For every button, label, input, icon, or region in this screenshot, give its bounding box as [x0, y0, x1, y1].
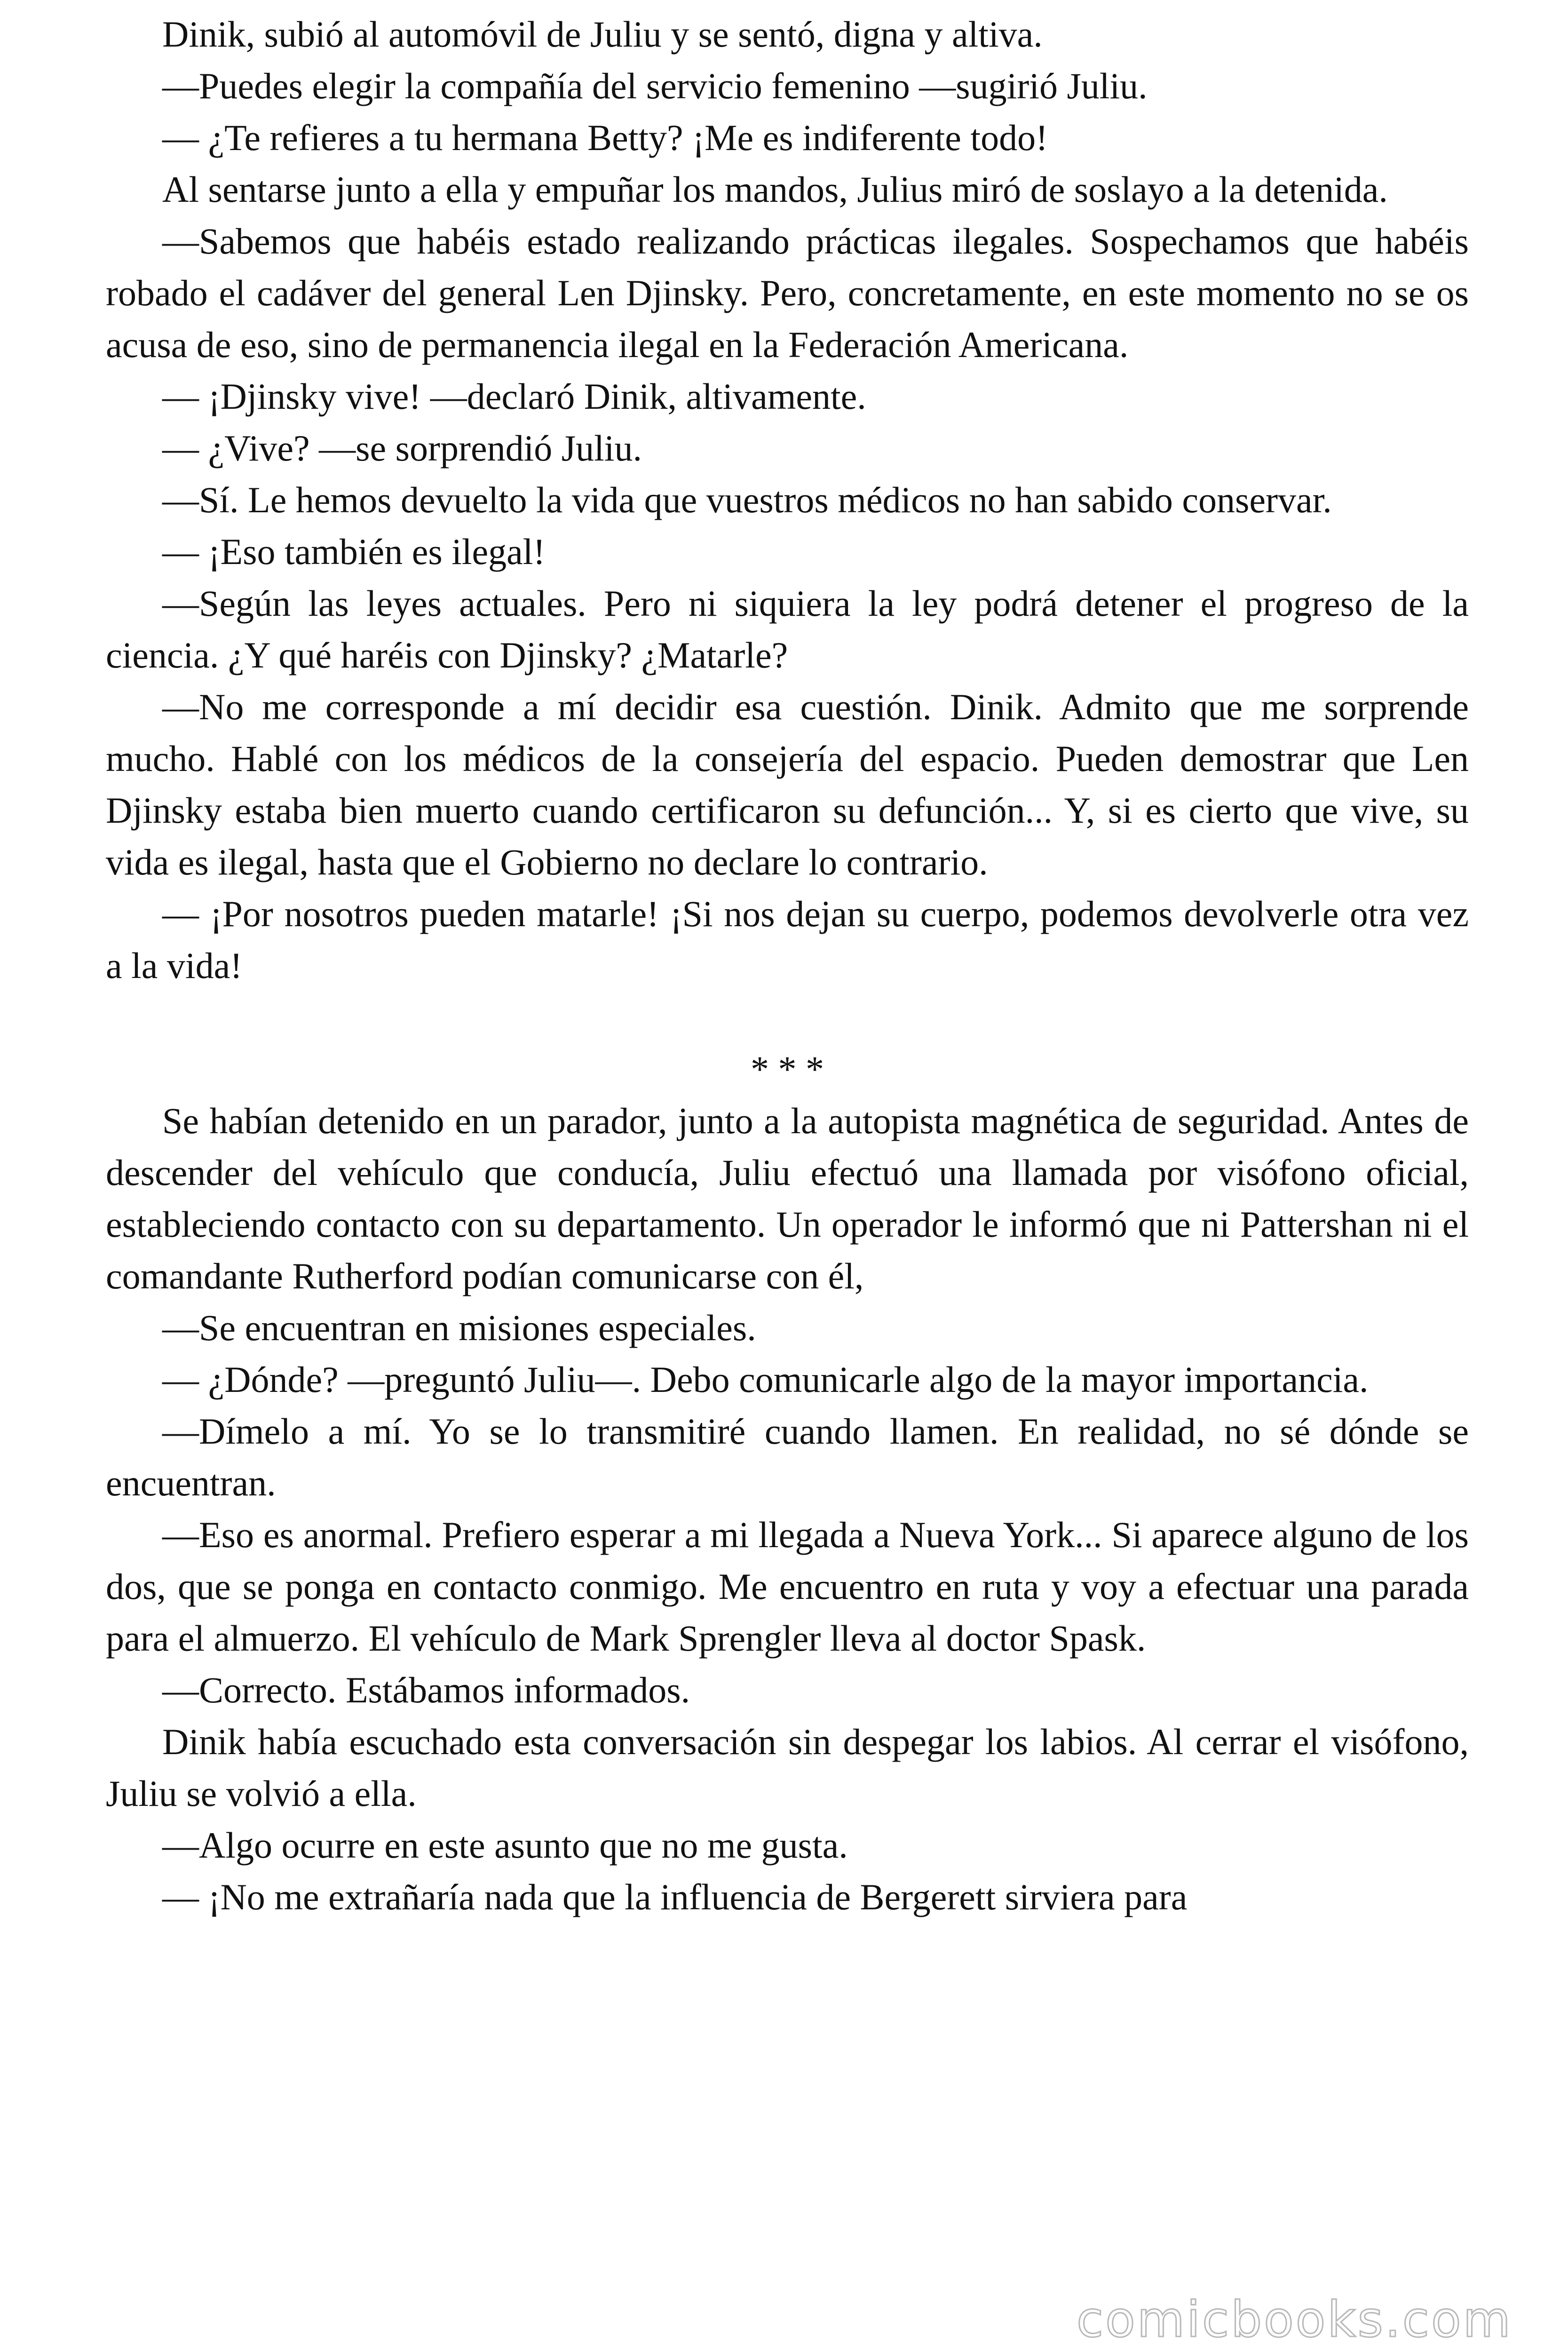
paragraph: —Eso es anormal. Prefiero esperar a mi llegada a Nueva York... Si aparece alguno de los dos, que se ponga en contacto conmigo. Me encuentro en ruta y voy a efectuar una parada para el almuerzo. El vehículo de Mark Sprengler lleva al doctor Spask. — [106, 1514, 1469, 1659]
paragraph: Dinik, subió al automóvil de Juliu y se sentó, digna y altiva. — [162, 14, 1043, 55]
paragraph: —Sí. Le hemos devuelto la vida que vuestros médicos no han sabido conservar. — [162, 479, 1332, 520]
paragraph: — ¿Dónde? —preguntó Juliu—. Debo comunicarle algo de la mayor importancia. — [162, 1359, 1369, 1400]
paragraph: — ¿Vive? —se sorprendió Juliu. — [162, 428, 642, 469]
paragraph: — ¡No me extrañaría nada que la influencia de Bergerett sirviera para — [162, 1876, 1188, 1917]
paragraph: —Dímelo a mí. Yo se lo transmitiré cuando llamen. En realidad, no sé dónde se encuentran. — [106, 1411, 1469, 1503]
paragraph: Al sentarse junto a ella y empuñar los mandos, Julius miró de soslayo a la detenida. — [162, 169, 1388, 210]
paragraph: — ¡Djinsky vive! —declaró Dinik, altivamente. — [162, 376, 866, 417]
paragraph: —Se encuentran en misiones especiales. — [162, 1307, 756, 1348]
paragraph: — ¡Eso también es ilegal! — [162, 531, 546, 572]
paragraph: — ¿Te refieres a tu hermana Betty? ¡Me es indiferente todo! — [162, 117, 1048, 158]
paragraph: —Sabemos que habéis estado realizando prácticas ilegales. Sospechamos que habéis robado el cadáver del general Len Djinsky. Pero, concretamente, en este momento no se os acusa de eso, sino de permanencia ilegal en la Federación Americana. — [106, 221, 1469, 365]
paragraph: Dinik había escuchado esta conversación sin despegar los labios. Al cerrar el visófono, Juliu se volvió a ella. — [106, 1721, 1469, 1814]
paragraph: Se habían detenido en un parador, junto a la autopista magnética de seguridad. Antes de descender del vehículo que conducía, Juliu efectuó una llamada por visófono oficial, estableciendo contacto con su departamento. Un operador le informó que ni Pattershan ni el comandante Rutherford podían comunicarse con él, — [106, 1100, 1469, 1296]
paragraph: — ¡Por nosotros pueden matarle! ¡Si nos dejan su cuerpo, podemos devolverle otra vez a la vida! — [106, 893, 1469, 986]
paragraph: —Puedes elegir la compañía del servicio femenino —sugirió Juliu. — [162, 65, 1148, 106]
paragraph: —Según las leyes actuales. Pero ni siquiera la ley podrá detener el progreso de la ciencia. ¿Y qué haréis con Djinsky? ¿Matarle? — [106, 583, 1469, 675]
section-separator: * * * — [751, 1049, 824, 1089]
paragraph: —Algo ocurre en este asunto que no me gusta. — [162, 1825, 848, 1866]
page-text — [106, 8, 1469, 1923]
paragraph: —No me corresponde a mí decidir esa cuestión. Dinik. Admito que me sorprende mucho. Hablé con los médicos de la consejería del espacio. Pueden demostrar que Len Djinsky estaba bien muerto cuando certificaron su defunción... Y, si es cierto que vive, su vida es ilegal, hasta que el Gobierno no declare lo contrario. — [106, 686, 1469, 882]
watermark: comicbooks.com — [1076, 2291, 1513, 2348]
paragraph: —Correcto. Estábamos informados. — [162, 1669, 690, 1710]
